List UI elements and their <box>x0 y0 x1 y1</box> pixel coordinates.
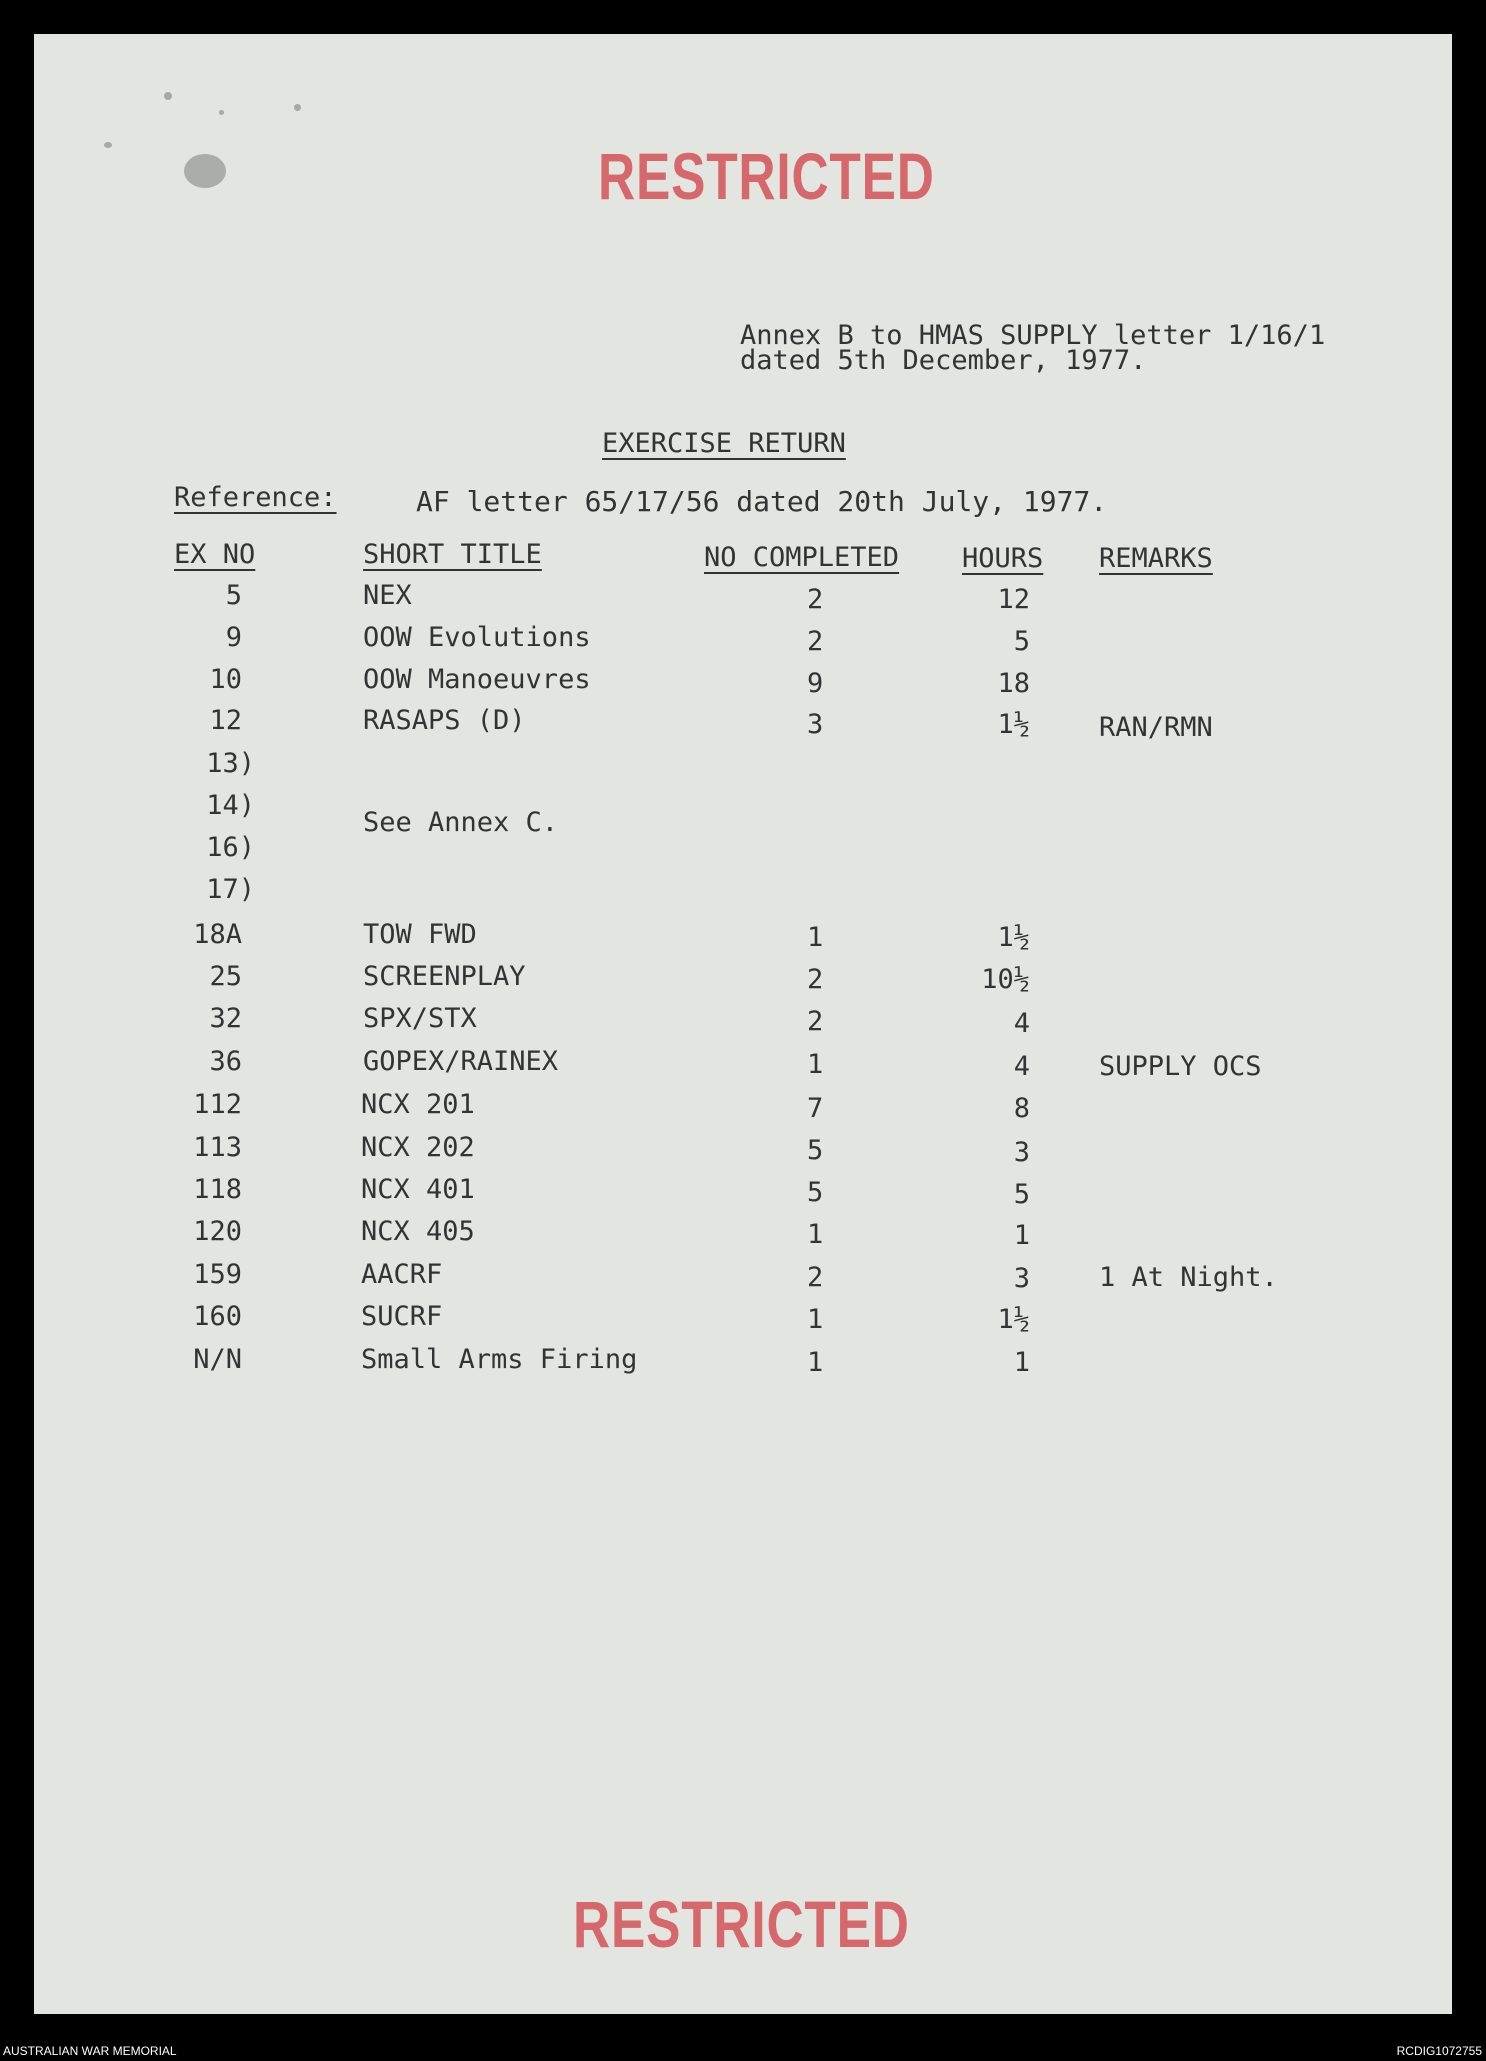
row-completed: 1 <box>807 922 824 953</box>
footer-source: AUSTRALIAN WAR MEMORIAL <box>3 2044 177 2058</box>
row-completed: 1 <box>807 1304 824 1335</box>
row-hours: 4 <box>1013 1008 1030 1039</box>
row-short-title: NCX 202 <box>361 1132 475 1163</box>
row-short-title: SPX/STX <box>363 1003 477 1034</box>
annex-line-1: Annex B to HMAS SUPPLY letter 1/16/1 <box>740 320 1326 351</box>
row-remarks: RAN/RMN <box>1099 712 1213 743</box>
row-hours: 3 <box>1013 1137 1030 1168</box>
row-completed: 1 <box>807 1219 824 1250</box>
row-hours: 4 <box>1013 1051 1030 1082</box>
row-hours: 12 <box>997 584 1030 615</box>
staple-mark <box>219 110 224 115</box>
row-short-title: OOW Evolutions <box>363 622 591 653</box>
annex-line-2: dated 5th December, 1977. <box>740 345 1147 376</box>
restricted-stamp-bottom: RESTRICTED <box>573 1887 910 1961</box>
header-hours: HOURS <box>962 543 1044 574</box>
row-short-title: NEX <box>363 580 412 611</box>
row-ex-no: 36 <box>209 1046 242 1077</box>
row-ex-no: 5 <box>225 580 242 611</box>
restricted-stamp-top: RESTRICTED <box>598 139 935 213</box>
row-completed: 2 <box>807 964 824 995</box>
row-completed: 2 <box>807 584 824 615</box>
row-ex-no: 118 <box>193 1174 242 1205</box>
row-ex-no: 9 <box>225 622 242 653</box>
reference-text: AF letter 65/17/56 dated 20th July, 1977. <box>416 485 1108 518</box>
row-hours: 3 <box>1013 1263 1030 1294</box>
staple-mark <box>104 142 112 148</box>
row-short-title: TOW FWD <box>363 919 477 950</box>
row-hours: 1½ <box>997 922 1030 953</box>
row-completed: 1 <box>807 1049 824 1080</box>
row-short-title: GOPEX/RAINEX <box>363 1046 559 1077</box>
header-ex-no: EX NO <box>174 539 256 570</box>
document-title: EXERCISE RETURN <box>602 428 846 459</box>
row-hours: 1½ <box>997 709 1030 740</box>
header-remarks: REMARKS <box>1099 543 1213 574</box>
see-annex-note: See Annex C. <box>363 807 559 838</box>
row-hours: 5 <box>1013 1179 1030 1210</box>
row-ex-no: N/N <box>193 1344 242 1375</box>
row-ex-no: 32 <box>209 1003 242 1034</box>
row-short-title: NCX 401 <box>361 1174 475 1205</box>
row-ex-no: 159 <box>193 1259 242 1290</box>
row-ex-no: 112 <box>193 1089 242 1120</box>
row-hours: 10½ <box>981 964 1030 995</box>
row-short-title: NCX 405 <box>361 1216 475 1247</box>
row-remarks: SUPPLY OCS <box>1099 1051 1262 1082</box>
row-short-title: Small Arms Firing <box>361 1344 638 1375</box>
row-hours: 18 <box>997 668 1030 699</box>
row-ex-no: 10 <box>209 664 242 695</box>
row-ex-no: 160 <box>193 1301 242 1332</box>
row-completed: 3 <box>807 709 824 740</box>
row-completed: 2 <box>807 1262 824 1293</box>
footer-record-id: RCDIG1072755 <box>1396 2044 1482 2058</box>
row-completed: 7 <box>807 1093 824 1124</box>
row-hours: 1½ <box>997 1304 1030 1335</box>
row-short-title: NCX 201 <box>361 1089 475 1120</box>
row-hours: 1 <box>1013 1347 1030 1378</box>
row-short-title: SCREENPLAY <box>363 961 526 992</box>
row-short-title: OOW Manoeuvres <box>363 664 591 695</box>
header-short-title: SHORT TITLE <box>363 539 542 570</box>
row-ex-no: 12 <box>209 705 242 736</box>
row-hours: 8 <box>1013 1093 1030 1124</box>
staple-mark <box>294 104 301 111</box>
row-completed: 5 <box>807 1135 824 1166</box>
row-ex-no: 14) <box>206 790 255 821</box>
row-completed: 9 <box>807 668 824 699</box>
row-ex-no: 18A <box>193 919 242 950</box>
reference-label: Reference: <box>174 482 337 513</box>
row-completed: 5 <box>807 1177 824 1208</box>
row-ex-no: 25 <box>209 961 242 992</box>
row-short-title: RASAPS (D) <box>363 705 526 736</box>
row-remarks: 1 At Night. <box>1099 1262 1278 1293</box>
header-no-completed: NO COMPLETED <box>704 542 900 573</box>
row-completed: 1 <box>807 1347 824 1378</box>
row-ex-no: 113 <box>193 1132 242 1163</box>
row-completed: 2 <box>807 1006 824 1037</box>
row-ex-no: 120 <box>193 1216 242 1247</box>
row-hours: 5 <box>1013 626 1030 657</box>
staple-mark <box>164 92 172 100</box>
staple-mark <box>184 154 226 188</box>
row-ex-no: 13) <box>206 748 255 779</box>
row-ex-no: 17) <box>206 874 255 905</box>
row-ex-no: 16) <box>206 832 255 863</box>
row-completed: 2 <box>807 626 824 657</box>
row-short-title: AACRF <box>361 1259 443 1290</box>
row-short-title: SUCRF <box>361 1301 443 1332</box>
row-hours: 1 <box>1013 1220 1030 1251</box>
